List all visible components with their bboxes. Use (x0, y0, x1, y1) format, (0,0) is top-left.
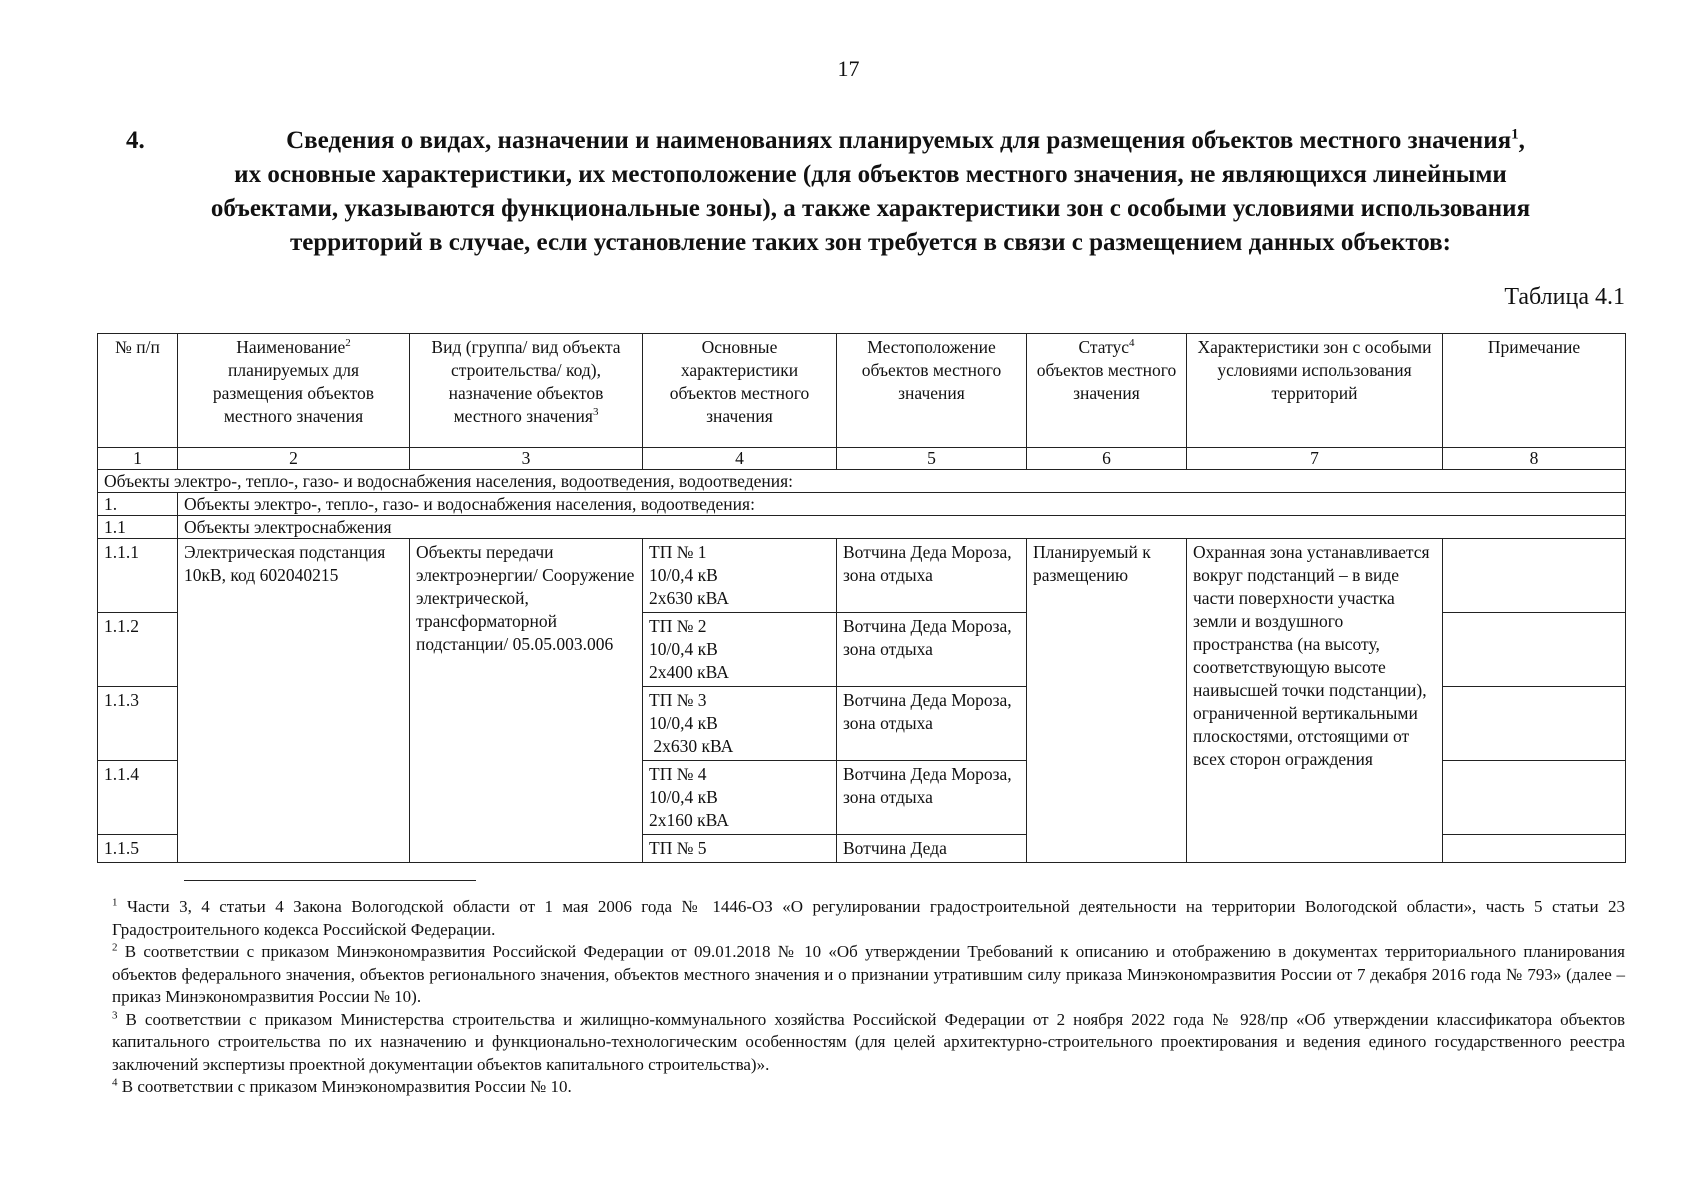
table-header-row (98, 334, 1626, 448)
column-number: 1 (98, 448, 178, 470)
header-name-rest: планируемых для размещения объектов местного значения (212, 360, 375, 426)
header-name-text: Наименование (236, 337, 346, 357)
header-type-text: Вид (группа/ вид объекта строительства/ код), назначение объектов местного значения (431, 337, 621, 426)
column-number: 2 (178, 448, 410, 470)
header-num: № п/п (98, 334, 178, 448)
object-name: Электрическая подстанция 10кВ, код 602040215 (178, 539, 410, 863)
footnotes (112, 896, 1625, 1099)
tp-number: ТП № 1 (649, 542, 707, 562)
object-characteristics (643, 539, 837, 613)
tp-number: ТП № 4 (649, 764, 707, 784)
row-note (1443, 761, 1626, 835)
header-type (410, 334, 643, 448)
tp-voltage: 10/0,4 кВ (649, 787, 718, 807)
page-number: 17 (837, 56, 860, 81)
group-number: 1. (98, 493, 178, 516)
object-characteristics (643, 613, 837, 687)
row-number: 1.1.1 (98, 539, 178, 613)
object-location: Вотчина Деда Мороза, зона отдыха (837, 761, 1027, 835)
object-characteristics (643, 761, 837, 835)
subgroup-number: 1.1 (98, 516, 178, 539)
column-number: 6 (1027, 448, 1187, 470)
footnote-separator (184, 880, 476, 881)
heading-line-1 (108, 124, 1633, 158)
tp-voltage: 10/0,4 кВ (649, 565, 718, 585)
object-location: Вотчина Деда Мороза, зона отдыха (837, 613, 1027, 687)
heading-line-1-text: Сведения о видах, назначении и наименованиях планируемых для размещения объектов местного значения (286, 127, 1512, 154)
header-note: Примечание (1443, 334, 1626, 448)
footnote-ref-1: 1 (1511, 126, 1519, 143)
table-row (98, 539, 1626, 613)
column-number: 5 (837, 448, 1027, 470)
footnote (112, 1009, 1625, 1077)
heading-line-2: их основные характеристики, их местоположение (для объектов местного значения, не являющихся линейными (234, 161, 1507, 188)
section-title: Объекты электро-, тепло-, газо- и водоснабжения населения, водоотведения, водоотведения: (98, 470, 1626, 493)
footnote-marker: 2 (112, 941, 118, 954)
column-number-row (98, 448, 1626, 470)
section-heading (108, 124, 1633, 260)
heading-line-4: территорий в случае, если установление таких зон требуется в связи с размещением данных объектов: (289, 229, 1452, 256)
header-name (178, 334, 410, 448)
tp-power: 2х630 кВА (649, 588, 729, 608)
group-title: Объекты электро-, тепло-, газо- и водоснабжения населения, водоотведения: (178, 493, 1626, 516)
zone-characteristics: Охранная зона устанавливается вокруг подстанций – в виде части поверхности участка земли и воздушного пространства (на высоту, соответствующую высоте наивысшей точки подстанции), ограниченной вертикальными плоскостями, отстоящими от всех сторон ограждения (1187, 539, 1443, 863)
column-number: 3 (410, 448, 643, 470)
heading-line-3: объектами, указываются функциональные зоны), а также характеристики зон с особыми условиями использования (210, 195, 1531, 222)
tp-power: 2х630 кВА (653, 736, 734, 756)
section-number: 4. (126, 127, 145, 154)
footnote (112, 896, 1625, 941)
tp-voltage: 10/0,4 кВ (649, 713, 718, 733)
subgroup-row (98, 516, 1626, 539)
tp-power: 2х400 кВА (649, 662, 729, 682)
header-status (1027, 334, 1187, 448)
footnote-marker: 1 (112, 896, 118, 909)
tp-power: 2х160 кВА (649, 810, 729, 830)
header-characteristics: Основные характеристики объектов местного значения (643, 334, 837, 448)
object-characteristics: ТП № 5 (643, 835, 837, 863)
footnote-ref-4: 4 (1129, 337, 1135, 350)
object-characteristics (643, 687, 837, 761)
row-number: 1.1.5 (98, 835, 178, 863)
header-status-text: Статус (1078, 337, 1130, 357)
heading-line-1-end: , (1518, 127, 1525, 154)
section-row (98, 470, 1626, 493)
footnote (112, 941, 1625, 1009)
object-location: Вотчина Деда Мороза, зона отдыха (837, 539, 1027, 613)
header-location: Местоположение объектов местного значения (837, 334, 1027, 448)
footnote-marker: 3 (112, 1008, 118, 1021)
objects-table (97, 333, 1626, 863)
row-number: 1.1.3 (98, 687, 178, 761)
row-note (1443, 539, 1626, 613)
row-note (1443, 613, 1626, 687)
object-location: Вотчина Деда Мороза, зона отдыха (837, 687, 1027, 761)
row-note (1443, 687, 1626, 761)
footnote-text: В соответствии с приказом Минэкономразвития России № 10. (121, 1077, 572, 1096)
footnote (112, 1076, 1625, 1099)
object-location: Вотчина Деда (837, 835, 1027, 863)
tp-number: ТП № 3 (649, 690, 707, 710)
table-caption: Таблица 4.1 (1504, 284, 1625, 310)
tp-voltage: 10/0,4 кВ (649, 639, 718, 659)
row-number: 1.1.4 (98, 761, 178, 835)
footnote-text: В соответствии с приказом Минэкономразвития Российской Федерации от 09.01.2018 № 10 «Об утверждении Требований к описанию и отображению в документах территориального планирования объектов федерального значения, объектов регионального значения, объектов местного значения и о признании утратившим силу приказа Минэкономразвития России от 7 декабря 2016 года № 793» (далее – приказ Минэкономразвития России № 10). (112, 942, 1626, 1006)
object-status: Планируемый к размещению (1027, 539, 1187, 863)
group-row (98, 493, 1626, 516)
footnote-marker: 4 (112, 1076, 118, 1089)
header-status-rest: объектов местного значения (1036, 360, 1177, 403)
footnote-text: В соответствии с приказом Министерства строительства и жилищно-коммунального хозяйства Российской Федерации от 2 ноября 2022 года № 928/пр «Об утверждении классификатора объектов капитального строительства по их назначению и функционально-технологическим особенностям (для целей архитектурно-строительного проектирования и ведения единого государственного реестра заключений экспертизы проектной документации объектов капитального строительства)». (112, 1009, 1625, 1074)
row-note (1443, 835, 1626, 863)
column-number: 8 (1443, 448, 1626, 470)
subgroup-title: Объекты электроснабжения (178, 516, 1626, 539)
tp-number: ТП № 2 (649, 616, 707, 636)
footnote-ref-2: 2 (345, 337, 351, 350)
column-number: 4 (643, 448, 837, 470)
header-zones: Характеристики зон с особыми условиями использования территорий (1187, 334, 1443, 448)
object-type: Объекты передачи электроэнергии/ Сооружение электрической, трансформаторной подстанции/ 05.05.003.006 (410, 539, 643, 863)
footnote-ref-3: 3 (592, 406, 599, 419)
column-number: 7 (1187, 448, 1443, 470)
footnote-text: Части 3, 4 статьи 4 Закона Вологодской области от 1 мая 2006 года № 1446-ОЗ «О регулировании градостроительной деятельности на территории Вологодской области», часть 5 статьи 23 Градостроительного кодекса Российской Федерации. (112, 897, 1625, 939)
row-number: 1.1.2 (98, 613, 178, 687)
